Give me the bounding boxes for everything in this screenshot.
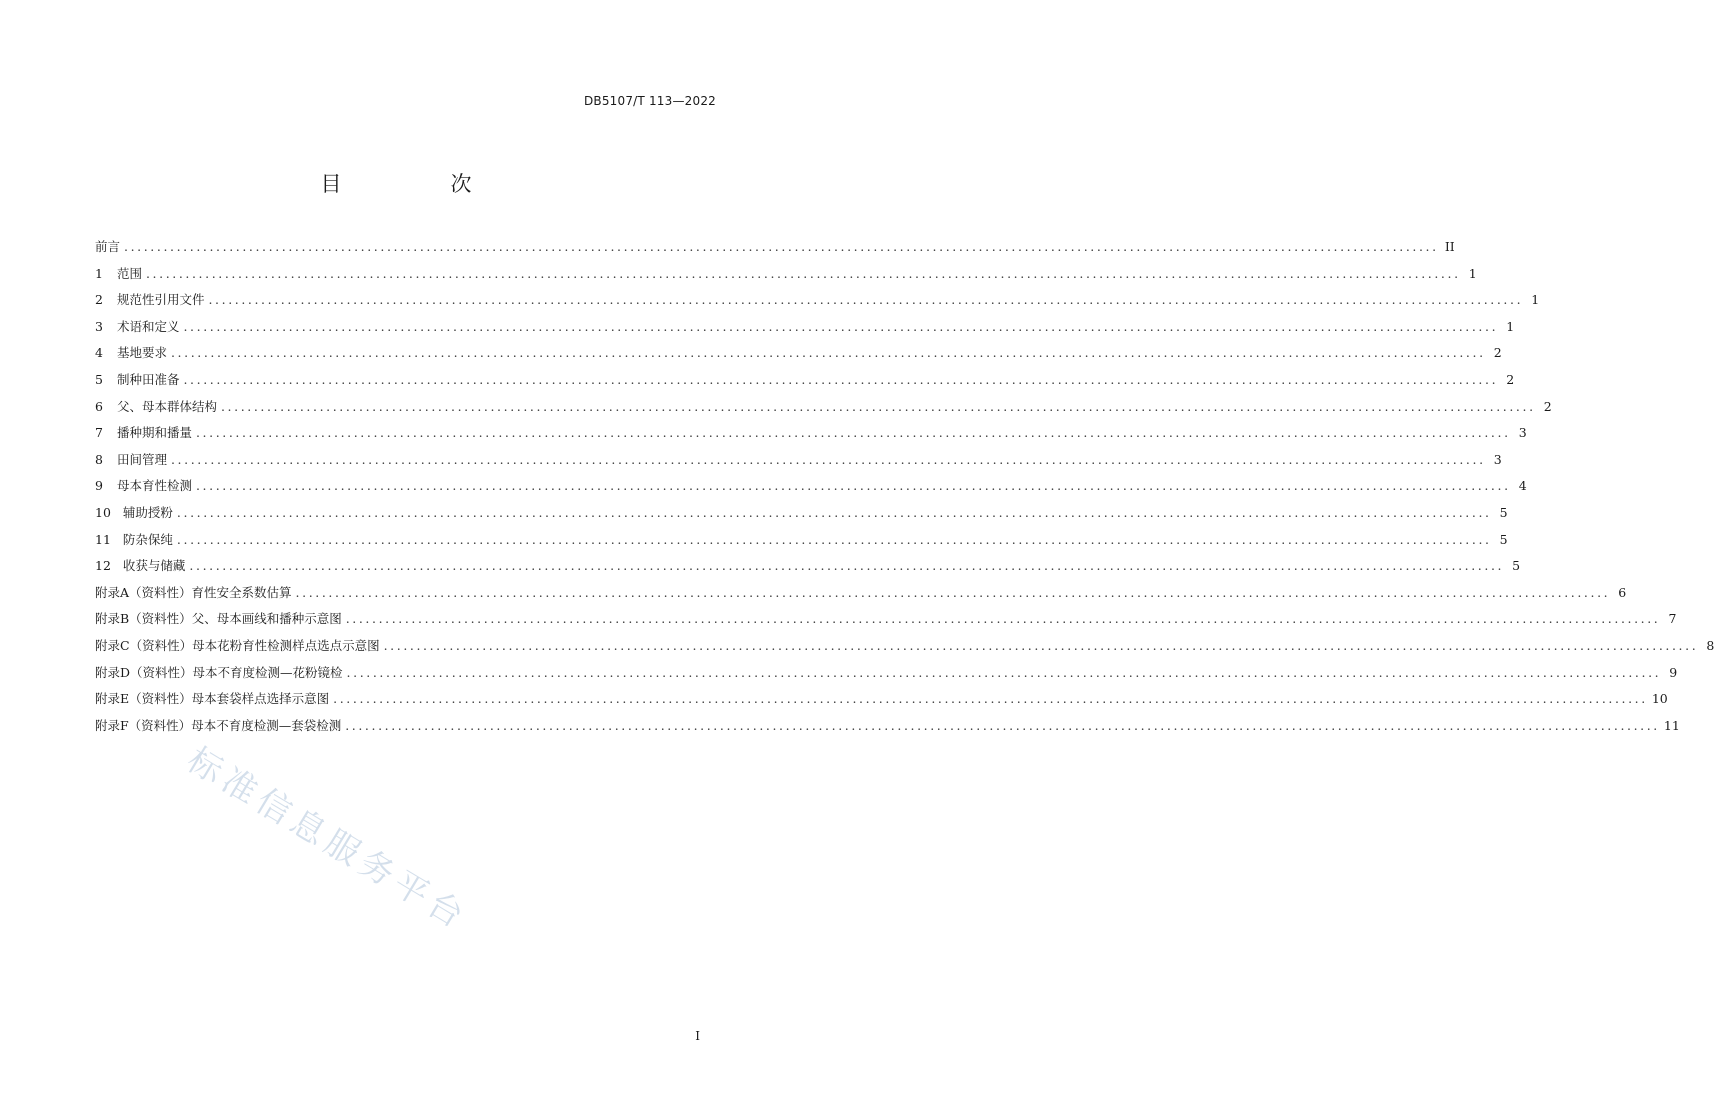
toc-entry-number: 2 <box>95 292 103 308</box>
toc-entry[interactable] <box>95 290 1540 317</box>
toc-entry-number: 8 <box>95 451 103 467</box>
toc-entry[interactable] <box>95 370 1515 397</box>
watermark: 标准信息服务平台 <box>180 739 476 939</box>
toc-leader-dots: ........................................................................................................................................................................................................ <box>333 691 1648 707</box>
toc-leader-dots: ........................................................................................................................................................................................................ <box>346 664 1662 680</box>
toc-leader-dots: ........................................................................................................................................................................................................ <box>183 318 1499 334</box>
toc-entry[interactable] <box>95 716 1680 743</box>
toc-entry-number: 附录C（资料性） <box>95 637 193 653</box>
toc-entry-page: 1 <box>1506 318 1515 334</box>
toc-entry-number: 附录D（资料性） <box>95 664 193 680</box>
toc-entry-number: 3 <box>95 318 103 334</box>
toc-entry-label: 母本不育度检测—花粉镜检 <box>192 664 343 680</box>
toc-entry[interactable] <box>95 583 1627 610</box>
toc-leader-dots: ........................................................................................................................................................................................................ <box>189 558 1505 574</box>
toc-entry-page: 10 <box>1651 691 1668 707</box>
toc-entry-page: 2 <box>1493 345 1502 361</box>
toc-entry[interactable] <box>95 663 1678 690</box>
toc-entry-label: 术语和定义 <box>116 318 180 334</box>
toc-entry[interactable] <box>95 556 1521 583</box>
toc-entry-number: 10 <box>95 504 111 520</box>
document-code: DB5107/T 113—2022 <box>583 94 716 108</box>
toc-entry-label: 田间管理 <box>116 451 167 467</box>
toc-entry-page: 2 <box>1506 371 1515 387</box>
toc-entry-page: 5 <box>1512 558 1521 574</box>
toc-leader-dots: ........................................................................................................................................................................................................ <box>195 478 1511 494</box>
toc-entry-number: 9 <box>95 478 103 494</box>
toc-entry[interactable] <box>95 609 1677 636</box>
toc-leader-dots: ........................................................................................................................................................................................................ <box>183 371 1499 387</box>
toc-entry-page: 2 <box>1543 398 1552 414</box>
toc-entry[interactable] <box>95 397 1552 424</box>
toc-entry-label: 防杂保纯 <box>122 531 173 547</box>
toc-entry-page: 8 <box>1706 637 1714 653</box>
toc-entry-label: 前言 <box>95 239 121 254</box>
toc-title: 目 次 <box>320 172 516 196</box>
toc-entry-number: 11 <box>95 531 111 547</box>
toc-entry-label: 育性安全系数估算 <box>191 584 292 600</box>
toc-entry-label: 父、母本画线和播种示意图 <box>191 611 342 627</box>
toc-leader-dots: ........................................................................................................................................................................................................ <box>295 584 1611 600</box>
toc-entry-number: 5 <box>95 371 103 387</box>
toc-entry-label: 母本套袋样点选择示意图 <box>191 691 330 707</box>
toc-entry-page: 4 <box>1518 478 1527 494</box>
toc-leader-dots: ........................................................................................................................................................................................................ <box>195 425 1511 441</box>
toc-entry[interactable] <box>95 503 1508 530</box>
toc-entry-number: 附录E（资料性） <box>95 691 192 707</box>
toc-entry[interactable] <box>95 689 1668 716</box>
toc-leader-dots: ........................................................................................................................................................................................................ <box>170 451 1486 467</box>
toc-entry-page: 5 <box>1499 531 1508 547</box>
toc-entry-page: 6 <box>1618 584 1627 600</box>
toc-entry-page: 7 <box>1668 611 1677 627</box>
table-of-contents <box>95 237 1714 742</box>
toc-entry-page: 3 <box>1518 425 1527 441</box>
toc-entry[interactable] <box>95 423 1527 450</box>
toc-entry-label: 母本花粉育性检测样点选点示意图 <box>192 637 380 653</box>
toc-entry-label: 范围 <box>116 265 142 281</box>
toc-leader-dots: ........................................................................................................................................................................................................ <box>124 239 1439 254</box>
toc-entry-number: 7 <box>95 425 103 441</box>
toc-leader-dots: ........................................................................................................................................................................................................ <box>345 611 1661 627</box>
toc-entry-page: 9 <box>1669 664 1678 680</box>
toc-entry-label: 基地要求 <box>116 345 167 361</box>
toc-entry-number: 4 <box>95 345 103 361</box>
toc-entry-label: 收获与储藏 <box>122 558 186 574</box>
toc-leader-dots: ........................................................................................................................................................................................................ <box>176 504 1492 520</box>
toc-entry-page: 5 <box>1499 504 1508 520</box>
toc-entry-label: 辅助授粉 <box>122 504 173 520</box>
toc-entry[interactable] <box>95 530 1508 557</box>
toc-entry-label: 父、母本群体结构 <box>116 398 217 414</box>
toc-entry-number: 12 <box>95 558 111 574</box>
toc-entry-label: 制种田准备 <box>116 371 180 387</box>
toc-entry-number: 附录A（资料性） <box>95 584 192 600</box>
toc-leader-dots: ........................................................................................................................................................................................................ <box>208 292 1524 308</box>
toc-entry[interactable] <box>95 343 1502 370</box>
toc-entry[interactable] <box>95 476 1527 503</box>
toc-entry-page: 1 <box>1468 265 1477 281</box>
toc-entry-page: II <box>1444 239 1455 254</box>
toc-entry-label: 播种期和播量 <box>116 425 192 441</box>
toc-entry-label: 母本育性检测 <box>116 478 192 494</box>
toc-entry-label: 规范性引用文件 <box>116 292 205 308</box>
toc-entry-number: 6 <box>95 398 103 414</box>
toc-leader-dots: ........................................................................................................................................................................................................ <box>145 265 1461 281</box>
toc-leader-dots: ........................................................................................................................................................................................................ <box>220 398 1536 414</box>
toc-leader-dots: ........................................................................................................................................................................................................ <box>170 345 1486 361</box>
toc-entry[interactable] <box>95 636 1714 663</box>
toc-entry-number: 附录F（资料性） <box>95 717 192 733</box>
toc-entry[interactable] <box>95 317 1515 344</box>
toc-leader-dots: ........................................................................................................................................................................................................ <box>383 637 1699 653</box>
toc-entry[interactable] <box>95 264 1477 291</box>
toc-entry-number: 1 <box>95 265 103 281</box>
page-number: I <box>695 1029 700 1043</box>
toc-leader-dots: ........................................................................................................................................................................................................ <box>176 531 1492 547</box>
toc-leader-dots: ........................................................................................................................................................................................................ <box>345 717 1660 733</box>
toc-entry[interactable] <box>95 237 1455 264</box>
toc-entry-label: 母本不育度检测—套袋检测 <box>191 717 342 733</box>
toc-entry[interactable] <box>95 450 1502 477</box>
toc-entry-page: 11 <box>1663 717 1680 733</box>
toc-entry-page: 1 <box>1531 292 1540 308</box>
toc-entry-page: 3 <box>1493 451 1502 467</box>
toc-entry-number: 附录B（资料性） <box>95 611 192 627</box>
